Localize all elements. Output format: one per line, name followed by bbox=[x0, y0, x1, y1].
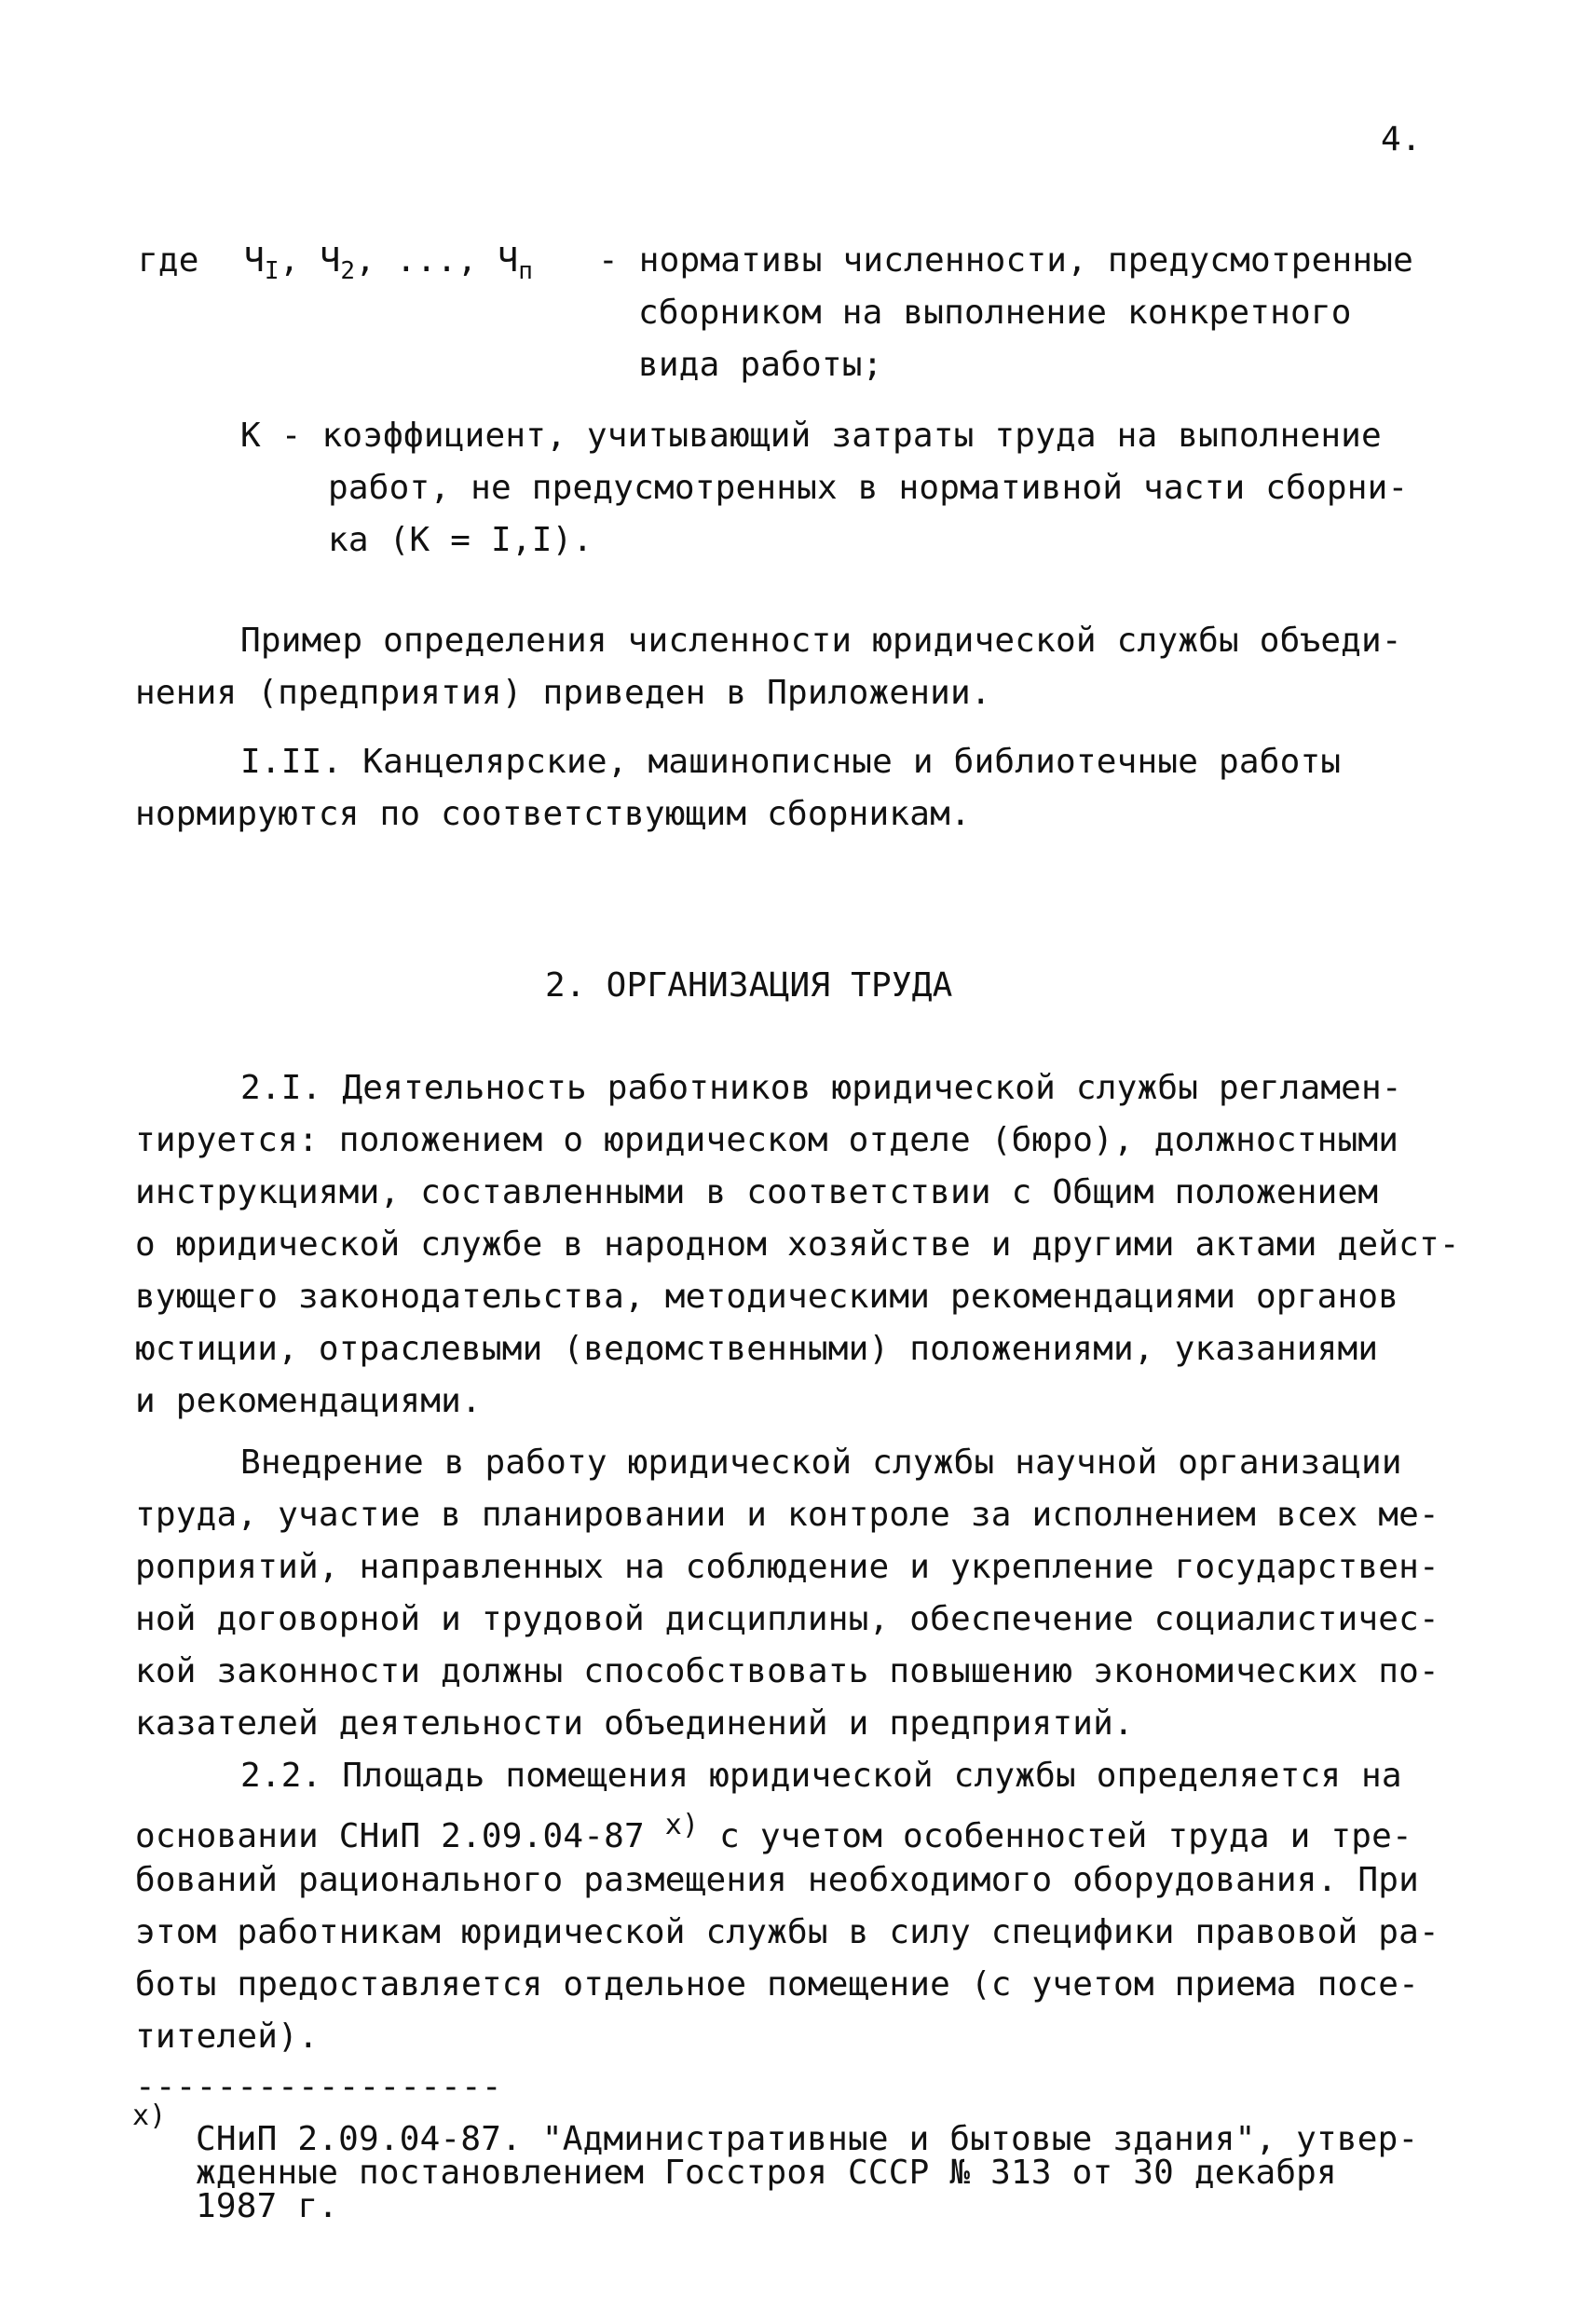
symbol-sub: 2 bbox=[340, 257, 356, 285]
example-line: нения (предприятия) приведен в Приложении. bbox=[135, 674, 991, 712]
symbol-sub: I bbox=[264, 257, 280, 285]
definition-line: сборником на выполнение конкретного bbox=[638, 294, 1352, 332]
symbol-ch: Ч bbox=[498, 241, 519, 280]
clause-line: 2.2. Площадь помещения юридической службы определяется на bbox=[240, 1757, 1402, 1795]
clause-text: с учетом особенностей труда и тре- bbox=[699, 1817, 1412, 1855]
clause-line: юстиции, отраслевыми (ведомственными) положениями, указаниями bbox=[135, 1330, 1379, 1368]
example-line: Пример определения численности юридической службы объеди- bbox=[240, 622, 1402, 660]
k-line: К - коэффициент, учитывающий затраты труда на выполнение bbox=[240, 417, 1382, 455]
clause-line: инструкциями, составленными в соответствии с Общим положением bbox=[135, 1173, 1379, 1211]
footnote-reference: x) bbox=[664, 1809, 700, 1841]
definition-line: - нормативы численности, предусмотренные bbox=[598, 241, 1413, 280]
footnote-line: СНиП 2.09.04-87. "Административные и бытовые здания", утвер- bbox=[196, 2120, 1419, 2158]
k-line: работ, не предусмотренных в нормативной части сборни- bbox=[328, 469, 1409, 507]
clause-line: 2.I. Деятельность работников юридической службы регламен- bbox=[240, 1069, 1402, 1107]
formula-where: где bbox=[138, 241, 199, 280]
clause-line bbox=[135, 1809, 1412, 1855]
paragraph-line: Внедрение в работу юридической службы научной организации bbox=[240, 1443, 1402, 1482]
formula-symbols: $Ч_I$, $Ч_2$, ..., $Ч_п$ bbox=[244, 241, 534, 285]
clause-line: боты предоставляется отдельное помещение (с учетом приема посе- bbox=[135, 1965, 1420, 2004]
clause-text: основании СНиП 2.09.04-87 bbox=[135, 1817, 665, 1855]
clause-line: бований рационального размещения необходимого оборудования. При bbox=[135, 1861, 1420, 1899]
section-title: 2. ОРГАНИЗАЦИЯ ТРУДА bbox=[545, 966, 953, 1005]
page-number: 4. bbox=[1381, 120, 1422, 158]
paragraph-line: ной договорной и трудовой дисциплины, обеспечение социалистичес- bbox=[135, 1600, 1439, 1638]
clause-line: тируется: положением о юридическом отделе (бюро), должностными bbox=[135, 1121, 1399, 1159]
symbol-sub: п bbox=[518, 257, 534, 285]
definition-line: вида работы; bbox=[638, 346, 883, 384]
footnote-line: жденные постановлением Госстроя СССР № 313 от 30 декабря bbox=[196, 2154, 1337, 2192]
clause-line: вующего законодательства, методическими рекомендациями органов bbox=[135, 1278, 1399, 1316]
paragraph-line: труда, участие в планировании и контроле за исполнением всех ме- bbox=[135, 1496, 1439, 1534]
symbol-dots: , ..., bbox=[355, 241, 498, 280]
footnote-line: 1987 г. bbox=[196, 2187, 339, 2225]
paragraph-line: роприятий, направленных на соблюдение и укрепление государствен- bbox=[135, 1548, 1439, 1586]
footnote-mark: x) bbox=[132, 2100, 167, 2132]
k-line: ка (К = I,I). bbox=[328, 521, 593, 559]
clause-line: тителей). bbox=[135, 2018, 319, 2056]
clause-line: I.II. Канцелярские, машинописные и библиотечные работы bbox=[240, 743, 1342, 781]
clause-line: этом работникам юридической службы в силу специфики правовой ра- bbox=[135, 1913, 1439, 1951]
paragraph-line: казателей деятельности объединений и предприятий. bbox=[135, 1704, 1134, 1743]
symbol-ch: Ч bbox=[244, 241, 265, 280]
paragraph-line: кой законности должны способствовать повышению экономических по- bbox=[135, 1652, 1439, 1690]
symbol-ch: Ч bbox=[320, 241, 341, 280]
footnote-separator: ------------------ bbox=[135, 2068, 502, 2106]
clause-line: и рекомендациями. bbox=[135, 1382, 482, 1420]
clause-line: нормируются по соответствующим сборникам. bbox=[135, 795, 971, 833]
clause-line: о юридической службе в народном хозяйстве и другими актами дейст- bbox=[135, 1225, 1460, 1264]
